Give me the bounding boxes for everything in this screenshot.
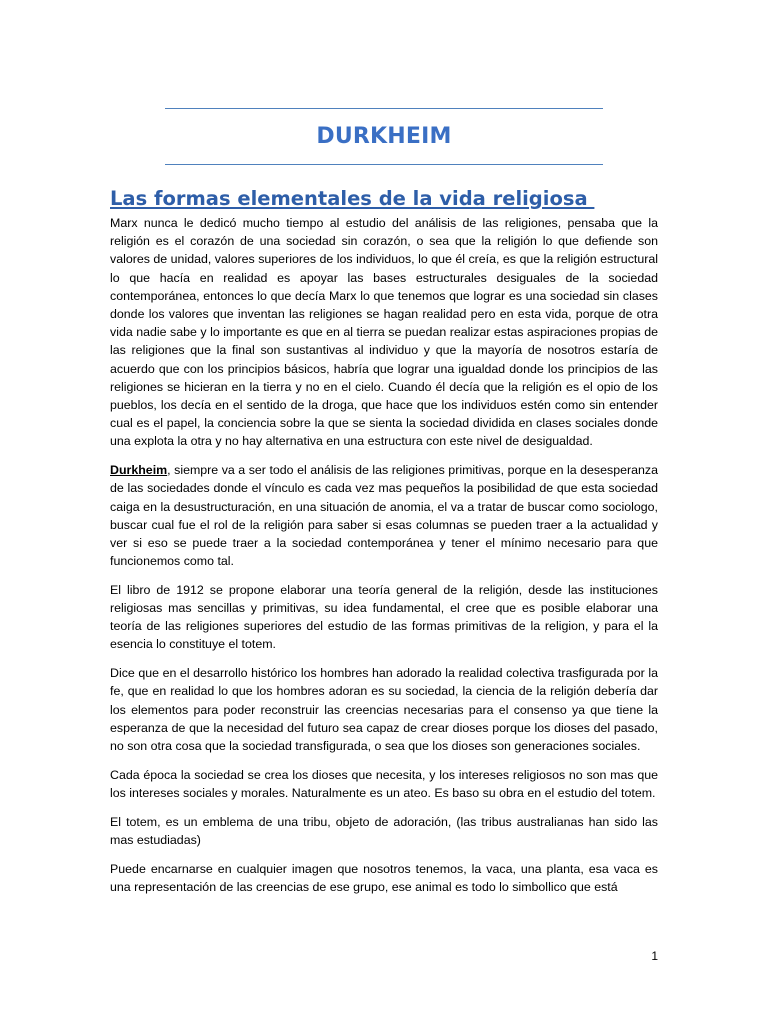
paragraph: [110, 813, 658, 849]
paragraph: [110, 461, 658, 570]
title-top-rule: [165, 108, 603, 109]
paragraph-text: El libro de 1912 se propone elaborar una teoría general de la religión, desde las instituciones religiosas mas sencillas y primitivas, su idea fundamental, el cree que es posible elaborar una teoría de las religiones superiores del estudio de las formas primitivas de la religion, y para el la esencia lo constituye el totem.: [110, 582, 658, 652]
paragraph: [110, 860, 658, 896]
paragraph-text: Dice que en el desarrollo histórico los hombres han adorado la realidad colectiva trasfigurada por la fe, que en realidad lo que los hombres adoran es su sociedad, la ciencia de la religión debería dar los elementos para poder reconstruir las creencias necesarias para el consenso ya que tiene la esperanza de que la necesidad del futuro sea capaz de crear dioses porque los dioses del pasado, no son otra cosa que la sociedad transfigurada, o sea que los dioses son generaciones sociales.: [110, 666, 658, 753]
title-bottom-rule: [165, 164, 603, 165]
page-number: 1: [651, 949, 658, 963]
paragraph: [110, 664, 658, 755]
body-text: [110, 214, 658, 906]
document-title: DURKHEIM: [316, 124, 452, 149]
paragraph: [110, 766, 658, 802]
paragraph-text: Marx nunca le dedicó mucho tiempo al estudio del análisis de las religiones, pensaba que la religión es el corazón de una sociedad sin corazón, o sea que la religión lo que defiende son valores de unidad, valores superiores de los individuos, lo que él creía, es que la religión estructural lo que hacía en realidad es apoyar las bases estructurales desiguales de la sociedad contemporánea, entonces lo que decía Marx lo que tenemos que lograr es una sociedad sin clases donde los valores que inventan las religiones se hagan realidad pero en esta vida, porque de otra vida nadie sabe y lo importante es que en al tierra se puedan realizar estas aspiraciones propias de las religiones que la final son sustantivas al individuo y que la mayoría de nosotros estaría de acuerdo que con los principios básicos, habría que lograr una igualdad donde los principios de las religiones se hicieran en la tierra y no en el cielo. Cuando él decía que la religión es el opio de los pueblos, los decía en el sentido de la droga, que hace que los individuos estén como sin entender cual es el papel, la conciencia sobre la que se sienta la sociedad dividida en clases sociales donde una explota la otra y no hay alternativa en una estructura con este nivel de desigualdad.: [110, 216, 658, 449]
paragraph-lead: Durkheim: [110, 463, 168, 478]
paragraph-text: El totem, es un emblema de una tribu, objeto de adoración, (las tribus australianas han sido las mas estudiadas): [110, 814, 658, 847]
paragraph-text: Puede encarnarse en cualquier imagen que nosotros tenemos, la vaca, una planta, esa vaca es una representación de las creencias de ese grupo, ese animal es todo lo simbollico que está: [110, 861, 658, 894]
section-heading: Las formas elementales de la vida religiosa: [110, 187, 595, 210]
paragraph-text: , siempre va a ser todo el análisis de las religiones primitivas, porque en la desesperanza de las sociedades donde el vínculo es cada vez mas pequeños la posibilidad de que esta sociedad caiga en la desustructuración, en una situación de anomia, el va a tratar de buscar como sociologo, buscar cual fue el rol de la religión para saber si esas columnas se pueden traer a la actualidad y ver si eso se puede traer a la sociedad contemporánea y tener el mínimo necesario para que funcionemos como tal.: [110, 463, 658, 569]
paragraph-text: Cada época la sociedad se crea los dioses que necesita, y los intereses religiosos no son mas que los intereses sociales y morales. Naturalmente es un ateo. Es baso su obra en el estudio del totem.: [110, 767, 658, 800]
paragraph: [110, 581, 658, 654]
paragraph: [110, 214, 658, 451]
